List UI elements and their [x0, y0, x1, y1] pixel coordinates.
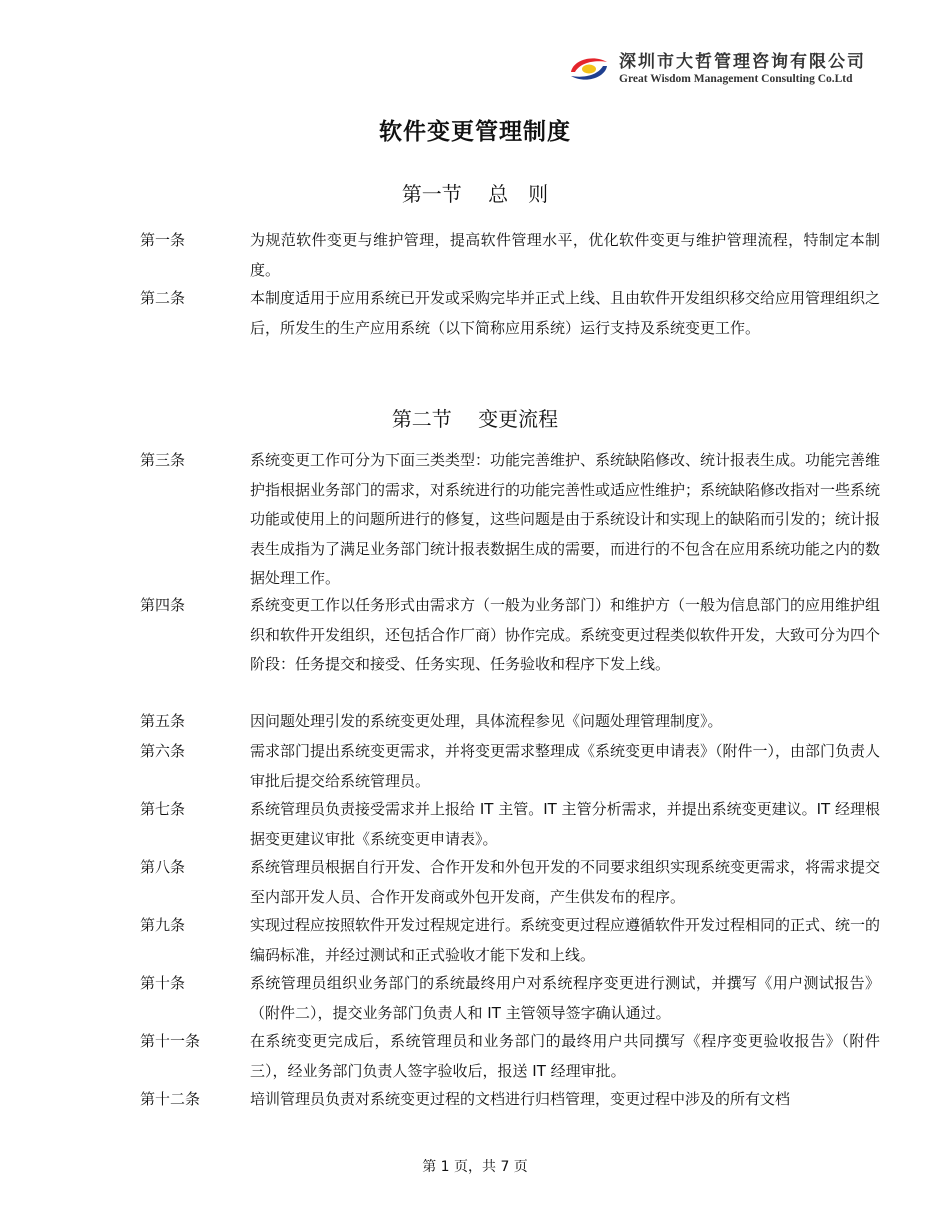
- article-number: 第四条: [140, 596, 186, 614]
- article-number: 第二条: [140, 289, 186, 307]
- article: [140, 284, 880, 343]
- article: [140, 969, 880, 1028]
- company-header: [567, 52, 866, 86]
- article-number: 第六条: [140, 742, 186, 760]
- company-name-en: Great Wisdom Management Consulting Co.Ltd: [619, 73, 853, 85]
- article-text: 系统变更工作以任务形式由需求方（一般为业务部门）和维护方（一般为信息部门的应用维护组织和软件开发组织，还包括合作厂商）协作完成。系统变更过程类似软件开发，大致可分为四个阶段：任务提交和接受、任务实现、任务验收和程序下发上线。: [250, 596, 881, 673]
- article: [140, 591, 880, 680]
- article: [140, 707, 880, 737]
- company-logo-icon: [567, 52, 611, 86]
- article: [140, 853, 880, 912]
- section-title: 第一节 总 则: [401, 182, 549, 206]
- page-number: 第 1 页，共 7 页: [422, 1159, 528, 1175]
- article-text: 为规范软件变更与维护管理，提高软件管理水平，优化软件变更与维护管理流程，特制定本制度。: [250, 231, 880, 279]
- article-number: 第十一条: [140, 1032, 201, 1050]
- article-number: 第三条: [140, 451, 186, 469]
- article: [140, 446, 880, 594]
- article-number: 第八条: [140, 858, 186, 876]
- document-title: 软件变更管理制度: [379, 119, 571, 145]
- article: [140, 911, 880, 970]
- article-number: 第五条: [140, 712, 186, 730]
- article: [140, 1085, 880, 1115]
- article-number: 第十二条: [140, 1090, 201, 1108]
- article-text: 培训管理员负责对系统变更过程的文档进行归档管理，变更过程中涉及的所有文档: [250, 1090, 791, 1108]
- article-text: 系统管理员负责接受需求并上报给 IT 主管。IT 主管分析需求，并提出系统变更建议。IT 经理根据变更建议审批《系统变更申请表》。: [250, 800, 880, 848]
- article-text: 本制度适用于应用系统已开发或采购完毕并正式上线、且由软件开发组织移交给应用管理组织之后，所发生的生产应用系统（以下简称应用系统）运行支持及系统变更工作。: [250, 289, 881, 337]
- article-number: 第十条: [140, 974, 186, 992]
- article-text: 实现过程应按照软件开发过程规定进行。系统变更过程应遵循软件开发过程相同的正式、统一的编码标准，并经过测试和正式验收才能下发和上线。: [250, 916, 881, 964]
- section-title: 第二节 变更流程: [391, 407, 559, 431]
- article-text: 系统管理员根据自行开发、合作开发和外包开发的不同要求组织实现系统变更需求，将需求提交至内部开发人员、合作开发商或外包开发商，产生供发布的程序。: [250, 858, 881, 906]
- article-number: 第一条: [140, 231, 186, 249]
- article-text: 系统管理员组织业务部门的系统最终用户对系统程序变更进行测试，并撰写《用户测试报告》（附件二），提交业务部门负责人和 IT 主管领导签字确认通过。: [250, 974, 880, 1022]
- article-number: 第七条: [140, 800, 186, 818]
- article-number: 第九条: [140, 916, 186, 934]
- company-name-cn: 深圳市大哲管理咨询有限公司: [619, 52, 866, 72]
- article-text: 在系统变更完成后，系统管理员和业务部门的最终用户共同撰写《程序变更验收报告》（附件三），经业务部门负责人签字验收后，报送 IT 经理审批。: [250, 1032, 880, 1080]
- article: [140, 795, 880, 854]
- article: [140, 737, 880, 796]
- company-name: [619, 52, 866, 86]
- article-text: 系统变更工作可分为下面三类类型：功能完善维护、系统缺陷修改、统计报表生成。功能完善维护指根据业务部门的需求，对系统进行的功能完善性或适应性维护；系统缺陷修改指对一些系统功能或使用上的问题所进行的修复，这些问题是由于系统设计和实现上的缺陷而引发的；统计报表生成指为了满足业务部门统计报表数据生成的需要，而进行的不包含在应用系统功能之内的数据处理工作。: [250, 451, 881, 587]
- article: [140, 226, 880, 285]
- article: [140, 1027, 880, 1086]
- article-text: 因问题处理引发的系统变更处理，具体流程参见《问题处理管理制度》。: [250, 712, 723, 730]
- article-text: 需求部门提出系统变更需求，并将变更需求整理成《系统变更申请表》（附件一），由部门负责人审批后提交给系统管理员。: [250, 742, 881, 790]
